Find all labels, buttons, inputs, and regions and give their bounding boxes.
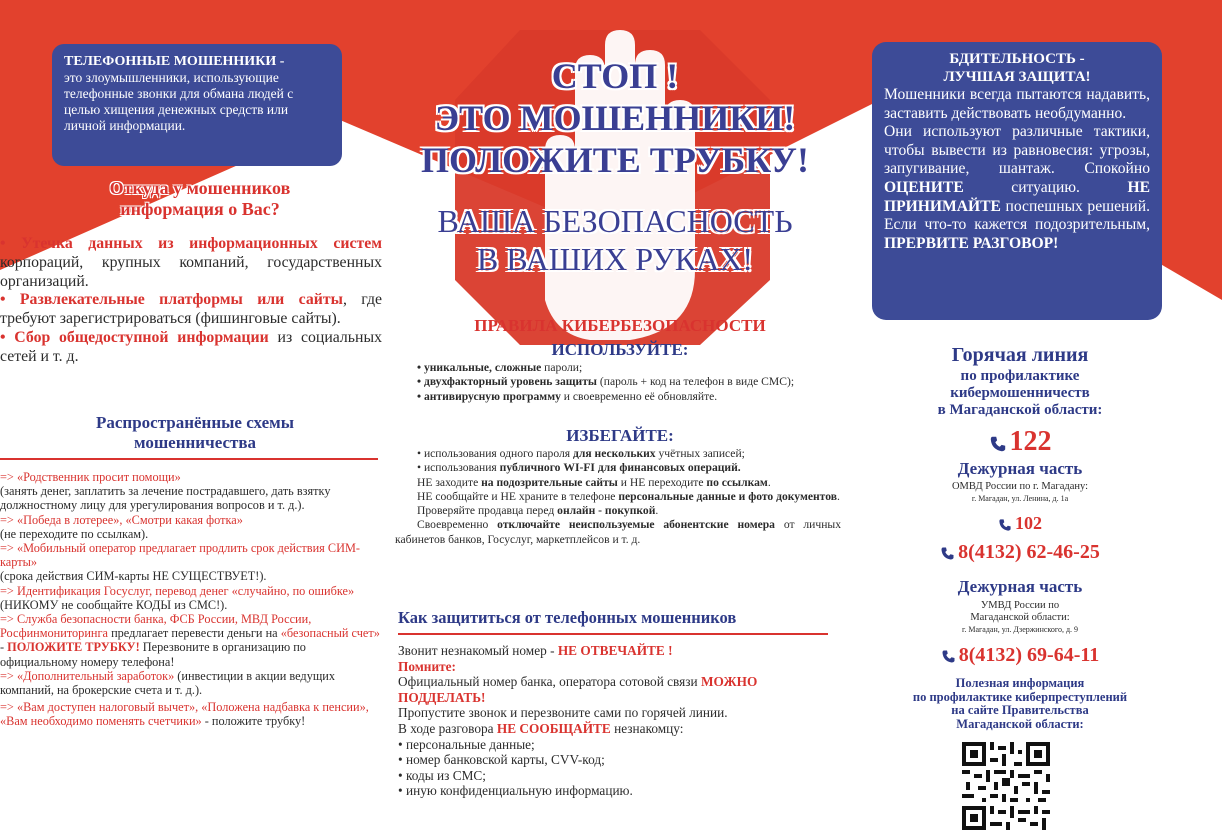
qr-code-icon[interactable] xyxy=(962,742,1050,830)
definition-title: ТЕЛЕФОННЫЕ МОШЕННИКИ - xyxy=(64,54,285,69)
duty1-phone: 8(4132) 62-46-25 xyxy=(870,541,1170,564)
protect-title: Как защититься от телефонных мошенников xyxy=(398,608,737,627)
vigilance-box: БДИТЕЛЬНОСТЬ - ЛУЧШАЯ ЗАЩИТА! Мошенники всегда пытаются надавить, заставить действовать необдуманно. Они используют различные тактики, чтобы вывести из равновесия: угрозы, запугивание, шантаж. Спокойно ОЦЕНИТЕ ситуацию. НЕ ПРИНИМАЙТЕ поспешных решений. Если что-то кажется подозрительным, ПРЕРВИТЕ РАЗГОВОР! xyxy=(872,42,1162,320)
divider xyxy=(398,633,828,635)
phone-icon xyxy=(998,518,1012,532)
duty1-number: 102 xyxy=(870,513,1170,534)
definition-text: это злоумышленники, использующие телефонные звонки для обмана людей с целью хищения денежных средств или личной информации. xyxy=(64,70,294,133)
sources-list xyxy=(0,235,382,367)
list-item: • Сбор общедоступной информации из социальных сетей и т. д. xyxy=(0,328,382,365)
hotline-subtitle: по профилактике кибермошенничеств в Магаданской области: xyxy=(937,368,1103,418)
definition-box xyxy=(52,44,342,166)
list-item: • Развлекательные платформы или сайты, где требуют зарегистрироваться (фишинговые сайты). xyxy=(0,291,382,328)
protect-list: Звонит незнакомый номер - НЕ ОТВЕЧАЙТЕ ! Помните: Официальный номер банка, оператора сотовой связи МОЖНО ПОДДЕЛАТЬ! Пропустите звонок и перезвоните сами по горячей линии. В ходе разговора НЕ СООБЩАЙТЕ незнакомцу: • персональные данные; • номер банковской карты, CVV-код; • коды из СМС; • иную конфиденциальную информацию. xyxy=(398,643,758,799)
duty2-org: УМВД России по Магаданской области: г. Магадан, ул. Дзержинского, д. 9 xyxy=(961,600,1079,634)
subheadline: ВАША БЕЗОПАСНОСТЬ В ВАШИХ РУКАХ! xyxy=(437,203,793,277)
duty2-phone: 8(4132) 69-64-11 xyxy=(870,644,1170,667)
use-title: ИСПОЛЬЗУЙТЕ: xyxy=(551,340,689,359)
rules-title: ПРАВИЛА КИБЕРБЕЗОПАСНОСТИ xyxy=(474,316,766,335)
list-item: • Утечка данных из информационных систем корпораций, крупных компаний, государственных организаций. xyxy=(0,235,382,290)
use-list: • уникальные, сложные пароли; • двухфакторный уровень защиты (пароль + код на телефон в виде СМС); • антивирусную программу и своевременно её обновляйте. xyxy=(417,361,795,403)
useful-info: Полезная информация по профилактике киберпреступлений на сайте Правительства Магаданской области: xyxy=(912,676,1128,731)
duty1-org: ОМВД России по г. Магадану: г. Магадан, ул. Ленина, д. 1а xyxy=(951,481,1089,503)
hotline-title: Горячая линия xyxy=(951,344,1089,366)
schemes-list: => «Родственник просит помощи» (занять денег, заплатить за лечение пострадавшего, дать взятку должностному лицу для урегулирования вопросов и т. д.). => «Победа в лотерее», «Смотри какая фотка» (не переходите по ссылкам). => «Мобильный оператор предлагает продлить срок действия СИМ- карты» (срока действия СИМ-карты НЕ СУЩЕСТВУЕТ!). => Идентификация Госуслуг, перевод денег «случайно, по ошибке» (НИКОМУ не сообщайте КОДЫ из СМС!). => Служба безопасности банка, ФСБ России, МВД России, Росфинмониторинга предлагает перевести деньги на «безопасный счет» - ПОЛОЖИТЕ ТРУБКУ! Перезвоните в организацию по официальному номеру телефона! => «Дополнительный заработок» (инвестиции в акции ведущих компаний, на брокерские счета и т. д.). => «Вам доступен налоговый вычет», «Положена надбавка к пенсии», «Вам необходимо поменять счетчики» - положите трубку! xyxy=(0,470,380,729)
phone-icon xyxy=(941,649,956,664)
phone-icon xyxy=(989,435,1007,453)
hotline-number: 122 xyxy=(870,426,1170,458)
phone-icon xyxy=(940,546,955,561)
schemes-title: Распространённые схемы мошенничества xyxy=(95,413,295,452)
avoid-title: ИЗБЕГАЙТЕ: xyxy=(566,426,674,445)
headline: СТОП ! ЭТО МОШЕННИКИ! ПОЛОЖИТЕ ТРУБКУ! xyxy=(421,56,809,180)
avoid-list: • использования одного пароля для нескольких учётных записей; • использования публичного WI-FI для финансовых операций. НЕ заходите на подозрительные сайты и НЕ переходите по ссылкам. НЕ сообщайте и НЕ храните в телефоне персональные данные и фото документов. Проверяйте продавца перед онлайн - покупкой. Своевременно отключайте неиспользуемые абонентские номера от личных кабинетов банков, Госуслуг, маркетплейсов и т. д. xyxy=(395,447,841,546)
divider xyxy=(0,458,378,460)
duty2-title: Дежурная часть xyxy=(957,577,1083,596)
sources-title: Откуда у мошенников информация о Вас? xyxy=(109,178,291,219)
duty1-title: Дежурная часть xyxy=(957,459,1083,478)
